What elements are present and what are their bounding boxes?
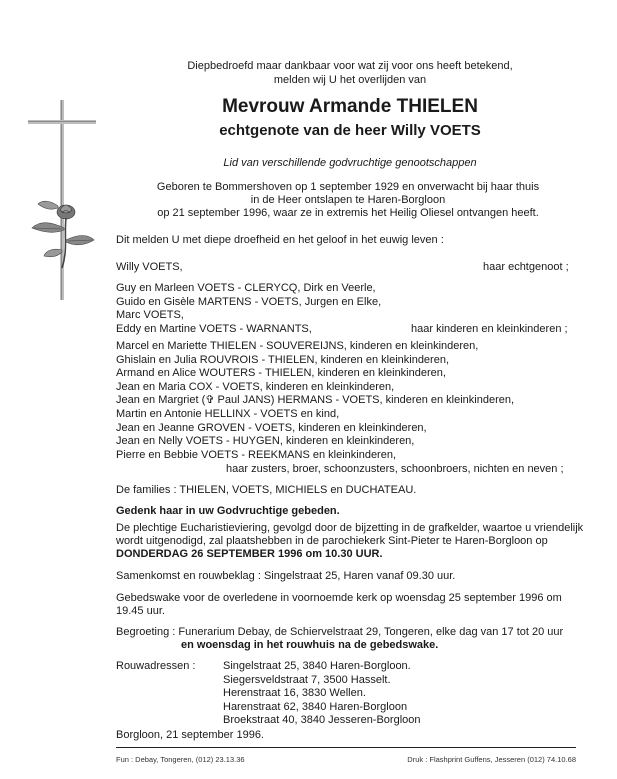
deceased-membership: Lid van verschillende godvruchtige genootschappen [223, 157, 477, 169]
list-item: Ghislain en Julia ROUVROIS - THIELEN, kinderen en kleinkinderen, [116, 353, 450, 366]
list-item: Harenstraat 62, 3840 Haren-Borgloon [223, 700, 408, 713]
list-item: Pierre en Bebbie VOETS - REEKMANS en kleinkinderen, [116, 448, 397, 461]
list-item: Jean en Nelly VOETS - HUYGEN, kinderen en kleinkinderen, [116, 435, 415, 448]
children-list [116, 282, 381, 336]
list-item: Siegersveldstraat 7, 3500 Hasselt. [223, 673, 391, 686]
siblings-role: haar zusters, broer, schoonzusters, schoonbroers, nichten en neven ; [226, 463, 564, 475]
mourning-addresses-label: Rouwadressen : [116, 660, 196, 672]
birth-death-line-2: in de Heer ontslapen te Haren-Borgloon [250, 194, 446, 206]
siblings-list [116, 340, 514, 462]
footer-printer: Druk : Flashprint Guffens, Jesseren (012) 74.10.68 [407, 755, 576, 764]
list-item: Guy en Marleen VOETS - CLERYCQ, Dirk en Veerle, [116, 282, 376, 294]
gathering: Samenkomst en rouwbeklag : Singelstraat 25, Haren vanaf 09.30 uur. [116, 570, 456, 582]
families: De families : THIELEN, VOETS, MICHIELS en DUCHATEAU. [116, 484, 417, 496]
list-item: Marc VOETS, [116, 309, 184, 322]
visitation-line-1: Begroeting : Funerarium Debay, de Schiervelstraat 29, Tongeren, elke dag van 17 tot 20 uur [116, 626, 564, 638]
intro-line-1: Diepbedroefd maar dankbaar voor wat zij voor ons heeft betekend, [187, 60, 513, 72]
list-item: Herenstraat 16, 3830 Wellen. [223, 687, 366, 700]
list-item: Armand en Alice WOUTERS - THIELEN, kinderen en kleinkinderen, [116, 367, 446, 380]
list-item: Eddy en Martine VOETS - WARNANTS, [116, 322, 312, 335]
intro-line-2: melden wij U het overlijden van [273, 74, 427, 86]
deceased-name: Mevrouw Armande THIELEN [222, 96, 478, 117]
announcement: Dit melden U met diepe droefheid en het geloof in het euwig leven : [116, 234, 444, 246]
funeral-line-1: De plechtige Eucharistieviering, gevolgd door de bijzetting in de grafkelder, waartoe u vriendelijk [116, 522, 584, 534]
list-item: Jean en Jeanne GROVEN - VOETS, kinderen en kleinkinderen, [116, 421, 427, 434]
footer-divider [116, 747, 576, 748]
spouse-role: haar echtgenoot ; [483, 261, 569, 273]
list-item: Jean en Margriet (✞ Paul JANS) HERMANS - VOETS, kinderen en kleinkinderen, [116, 394, 515, 407]
vigil-line-1: Gebedswake voor de overledene in voornoemde kerk op woensdag 25 september 1996 om [116, 592, 562, 604]
list-item: Martin en Antonie HELLINX - VOETS en kind, [116, 407, 340, 420]
list-item: Singelstraat 25, 3840 Haren-Borgloon. [223, 660, 411, 672]
funeral-date: DONDERDAG 26 SEPTEMBER 1996 om 10.30 UUR. [116, 548, 383, 560]
birth-death-line-3: op 21 september 1996, waar ze in extremis het Heilig Oliesel ontvangen heeft. [157, 207, 539, 219]
list-item: Broekstraat 40, 3840 Jesseren-Borgloon [223, 714, 421, 727]
list-item: Marcel en Mariette THIELEN - SOUVEREIJNS, kinderen en kleinkinderen, [116, 340, 479, 352]
visitation-line-2: en woensdag in het rouwhuis na de gebedswake. [181, 639, 439, 651]
list-item: Guido en Gisèle MARTENS - VOETS, Jurgen en Elke, [116, 295, 382, 308]
funeral-line-2: wordt uitgenodigd, zal plaatshebben in de parochiekerk Sint-Pieter te Haren-Borgloon op [116, 535, 548, 547]
deceased-spouse: echtgenote van de heer Willy VOETS [219, 122, 481, 139]
place-date: Borgloon, 21 september 1996. [116, 729, 264, 741]
children-role: haar kinderen en kleinkinderen ; [411, 323, 568, 335]
spouse-name: Willy VOETS, [116, 261, 183, 273]
birth-death-line-1: Geboren te Bommershoven op 1 september 1929 en onverwacht bij haar thuis [156, 181, 540, 193]
list-item: Jean en Maria COX - VOETS, kinderen en kleinkinderen, [116, 380, 395, 393]
mourning-addresses-list [223, 660, 421, 728]
vigil-line-2: 19.45 uur. [116, 605, 165, 617]
prayer: Gedenk haar in uw Godvruchtige gebeden. [116, 505, 340, 517]
footer-funeral-home: Fun : Debay, Tongeren, (012) 23.13.36 [116, 755, 245, 764]
cross-with-rose-icon [22, 100, 102, 300]
